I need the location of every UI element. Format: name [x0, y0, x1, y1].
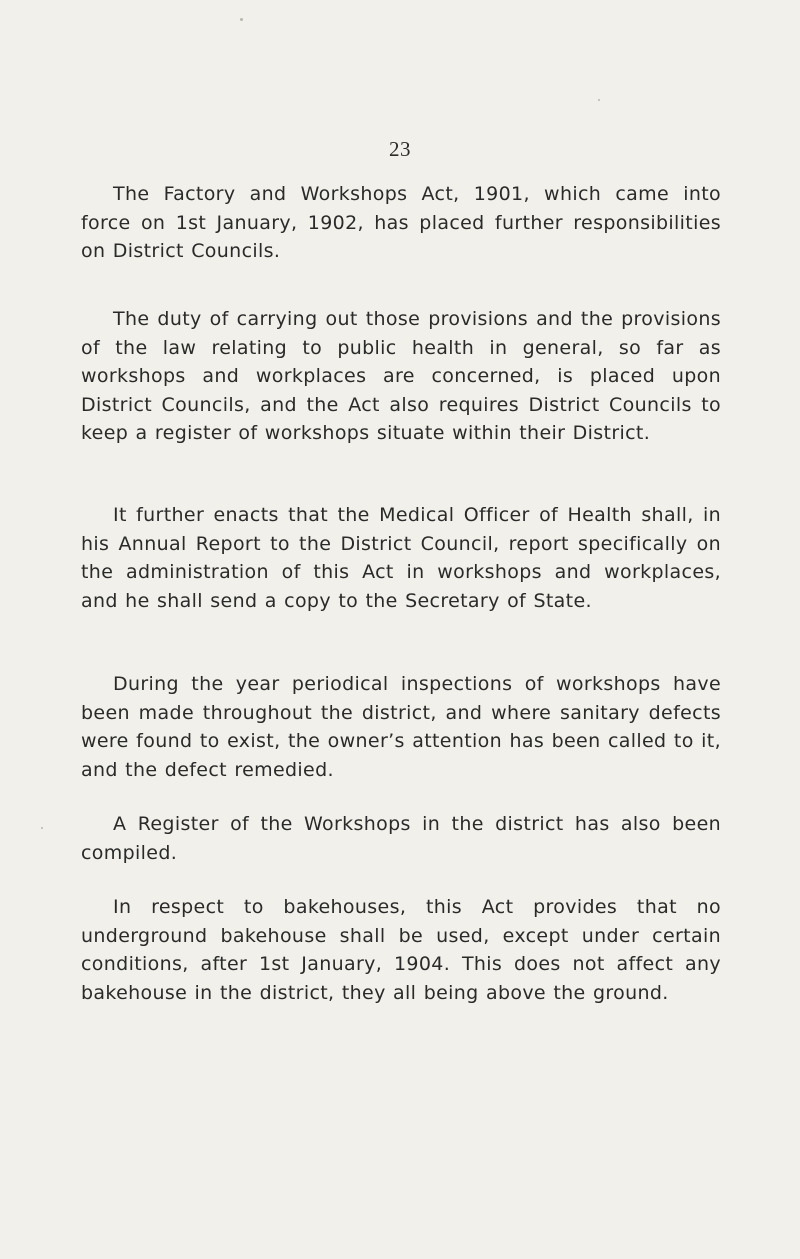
- paragraph-bakehouses: In respect to bakehouses, this Act provides that no underground bakehouse shall be used, except under certain conditions, after 1st January, 1904. This does not affect any bakehouse in the district, they all being above the ground.: [81, 896, 721, 1004]
- paragraph-register-compiled: A Register of the Workshops in the district has also been compiled.: [81, 813, 721, 864]
- scan-speck: [598, 99, 600, 101]
- page-number: 23: [389, 137, 411, 161]
- paragraph-medical-officer-report: It further enacts that the Medical Officer of Health shall, in his Annual Report to the District Council, report specifically on the administration of this Act in workshops and workplaces, and he shall send a copy to the Secretary of State.: [81, 504, 721, 612]
- scan-speck: [41, 827, 43, 829]
- paragraph-periodical-inspections: During the year periodical inspections of workshops have been made throughout the district, and where sanitary defects were found to exist, the owner’s attention has been called to it, and the defect remedied.: [81, 673, 721, 781]
- paragraph-factory-act: The Factory and Workshops Act, 1901, which came into force on 1st January, 1902, has placed further responsibilities on District Councils.: [81, 183, 721, 263]
- scan-speck: [240, 18, 243, 21]
- paragraph-duty-provisions: The duty of carrying out those provisions and the provisions of the law relating to public health in general, so far as workshops and workplaces are concerned, is placed upon District Councils, and the Act also requires District Councils to keep a register of workshops situate within their District.: [81, 308, 721, 445]
